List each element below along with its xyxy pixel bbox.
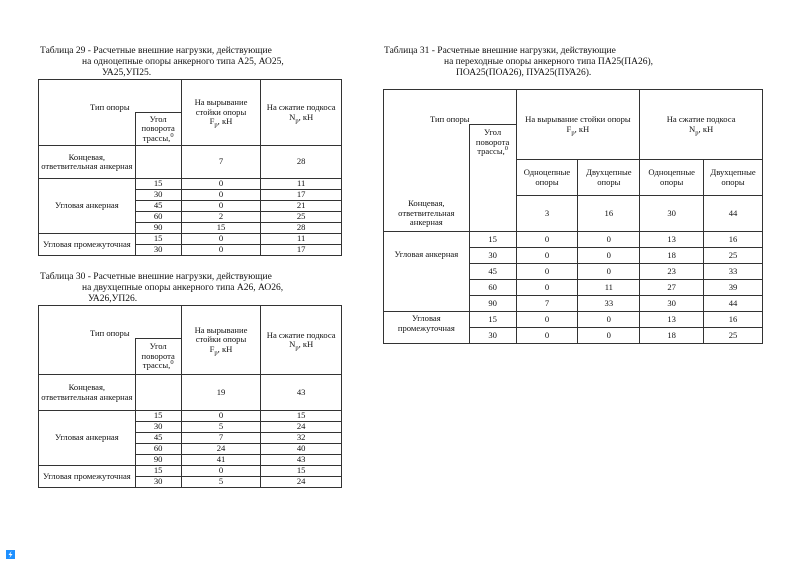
cell-press: 28 <box>261 223 342 234</box>
cell-angle: 60 <box>135 444 181 455</box>
cell-angle: 15 <box>135 411 181 422</box>
header-press: На сжатие подкоса $N_р$, кН <box>261 80 342 146</box>
cell-angle: 60 <box>469 280 516 296</box>
caption-line: Таблица 29 - Расчетные внешние нагрузки, действующие <box>40 46 272 56</box>
cell-pull: 2 <box>181 212 261 223</box>
cell-angle: 90 <box>135 223 181 234</box>
group-anchor: Угловая анкерная <box>384 232 470 312</box>
cell-press-double: 16 <box>704 232 763 248</box>
caption-line: ПОА25(ПОА26), ПУА25(ПУА26). <box>456 68 592 78</box>
cell-press: 21 <box>261 201 342 212</box>
header-angle: Угол поворота трассы,$^0$ <box>469 125 516 160</box>
header-double: Двухцепные опоры <box>704 160 763 196</box>
cell-angle: 90 <box>469 296 516 312</box>
cell-press-double: 39 <box>704 280 763 296</box>
cell-press-double: 25 <box>704 248 763 264</box>
table-29-caption <box>40 46 284 79</box>
row-type: Концевая, ответвительная анкерная <box>384 196 470 232</box>
group-anchor: Угловая анкерная <box>39 411 136 466</box>
cell-pull-single: 0 <box>516 328 578 344</box>
cell-pull-single: 0 <box>516 232 578 248</box>
cell-press: 43 <box>261 375 342 411</box>
group-intermediate: Угловая промежуточная <box>384 312 470 344</box>
cell-angle: 30 <box>135 245 181 256</box>
header-angle-spacer <box>469 160 516 196</box>
cell-pull: 19 <box>181 375 261 411</box>
cell-angle: 60 <box>135 212 181 223</box>
cell-pull-single: 0 <box>516 312 578 328</box>
cell-pull-double: 16 <box>578 196 640 232</box>
header-type-spacer <box>39 339 136 375</box>
cell-pull: 0 <box>181 466 261 477</box>
cell-angle: 30 <box>135 477 181 488</box>
cell-press: 11 <box>261 179 342 190</box>
cell-angle <box>135 146 181 179</box>
cell-press: 40 <box>261 444 342 455</box>
cell-angle: 15 <box>469 312 516 328</box>
cell-pull: 41 <box>181 455 261 466</box>
cell-angle <box>469 196 516 232</box>
cell-press-double: 25 <box>704 328 763 344</box>
cell-pull: 0 <box>181 411 261 422</box>
cell-pull: 7 <box>181 433 261 444</box>
cell-press-double: 44 <box>704 296 763 312</box>
cell-pull-double: 0 <box>578 328 640 344</box>
cell-angle: 15 <box>135 466 181 477</box>
cell-pull-double: 0 <box>578 264 640 280</box>
app-logo-icon <box>6 550 15 559</box>
cell-pull-double: 11 <box>578 280 640 296</box>
header-pull: На вырывание стойки опоры $F_р$, кН <box>181 80 261 146</box>
cell-press-double: 44 <box>704 196 763 232</box>
header-pull: На вырывание стойки опоры $F_р$, кН <box>181 306 261 375</box>
table-30 <box>38 305 342 488</box>
cell-angle: 30 <box>469 248 516 264</box>
cell-angle: 30 <box>135 190 181 201</box>
header-press: На сжатие подкоса $N_р$, кН <box>261 306 342 375</box>
cell-press-single: 13 <box>640 312 704 328</box>
cell-angle: 45 <box>135 433 181 444</box>
cell-pull: 0 <box>181 179 261 190</box>
header-type-spacer <box>39 113 136 146</box>
row-type: Концевая, ответвительная анкерная <box>39 146 136 179</box>
header-type-spacer <box>384 160 470 196</box>
cell-angle: 15 <box>135 179 181 190</box>
cell-pull: 7 <box>181 146 261 179</box>
table-31 <box>383 89 763 344</box>
cell-angle: 45 <box>469 264 516 280</box>
cell-pull: 0 <box>181 245 261 256</box>
cell-pull-single: 0 <box>516 280 578 296</box>
row-type: Концевая, ответвительная анкерная <box>39 375 136 411</box>
caption-line: на переходные опоры анкерного типа ПА25(ПА26), <box>444 57 653 67</box>
caption-line: на двухцепные опоры анкерного типа А26, АО26, <box>82 283 284 293</box>
cell-press-single: 30 <box>640 196 704 232</box>
cell-pull-double: 33 <box>578 296 640 312</box>
cell-press: 28 <box>261 146 342 179</box>
group-intermediate: Угловая промежуточная <box>39 234 136 256</box>
cell-press: 15 <box>261 466 342 477</box>
cell-pull: 5 <box>181 477 261 488</box>
cell-angle <box>135 375 181 411</box>
table-31-caption <box>384 46 653 79</box>
cell-press: 17 <box>261 190 342 201</box>
caption-line: на одноцепные опоры анкерного типа А25, АО25, <box>82 57 284 67</box>
header-angle: Угол поворота трассы,$^0$ <box>135 339 181 375</box>
cell-press-single: 18 <box>640 248 704 264</box>
header-double: Двухцепные опоры <box>578 160 640 196</box>
cell-pull-single: 7 <box>516 296 578 312</box>
cell-press: 17 <box>261 245 342 256</box>
caption-line: УА26,УП26. <box>88 294 138 304</box>
cell-pull-double: 0 <box>578 248 640 264</box>
cell-press: 15 <box>261 411 342 422</box>
header-press: На сжатие подкоса $N_р$, кН <box>640 90 763 160</box>
cell-press-single: 18 <box>640 328 704 344</box>
cell-pull: 15 <box>181 223 261 234</box>
header-angle: Угол поворота трассы,$^0$ <box>135 113 181 146</box>
cell-angle: 30 <box>135 422 181 433</box>
header-single: Одноцепные опоры <box>516 160 578 196</box>
cell-pull-double: 0 <box>578 312 640 328</box>
table-30-caption <box>40 272 283 305</box>
cell-pull-single: 0 <box>516 264 578 280</box>
header-type: Тип опоры <box>39 80 182 113</box>
cell-angle: 90 <box>135 455 181 466</box>
header-pull: На вырывание стойки опоры $F_р$, кН <box>516 90 640 160</box>
header-type: Тип опоры <box>384 90 517 125</box>
table-29 <box>38 79 342 256</box>
cell-pull-single: 0 <box>516 248 578 264</box>
caption-line: УА25,УП25. <box>102 68 152 78</box>
caption-line: Таблица 31 - Расчетные внешние нагрузки, действующие <box>384 46 616 56</box>
header-type: Тип опоры <box>39 306 182 339</box>
cell-pull: 24 <box>181 444 261 455</box>
cell-pull: 0 <box>181 190 261 201</box>
header-type-spacer <box>384 125 470 160</box>
cell-press: 25 <box>261 212 342 223</box>
cell-pull: 5 <box>181 422 261 433</box>
cell-pull-single: 3 <box>516 196 578 232</box>
cell-press-single: 13 <box>640 232 704 248</box>
cell-press: 32 <box>261 433 342 444</box>
cell-angle: 30 <box>469 328 516 344</box>
cell-press-single: 30 <box>640 296 704 312</box>
cell-press-single: 23 <box>640 264 704 280</box>
group-anchor: Угловая анкерная <box>39 179 136 234</box>
cell-press: 43 <box>261 455 342 466</box>
cell-angle: 15 <box>469 232 516 248</box>
cell-press: 11 <box>261 234 342 245</box>
cell-angle: 45 <box>135 201 181 212</box>
cell-pull: 0 <box>181 234 261 245</box>
cell-press: 24 <box>261 422 342 433</box>
cell-press-double: 16 <box>704 312 763 328</box>
group-intermediate: Угловая промежуточная <box>39 466 136 488</box>
caption-line: Таблица 30 - Расчетные внешние нагрузки, действующие <box>40 272 272 282</box>
cell-press: 24 <box>261 477 342 488</box>
cell-pull-double: 0 <box>578 232 640 248</box>
header-single: Одноцепные опоры <box>640 160 704 196</box>
cell-angle: 15 <box>135 234 181 245</box>
cell-pull: 0 <box>181 201 261 212</box>
cell-press-single: 27 <box>640 280 704 296</box>
cell-press-double: 33 <box>704 264 763 280</box>
